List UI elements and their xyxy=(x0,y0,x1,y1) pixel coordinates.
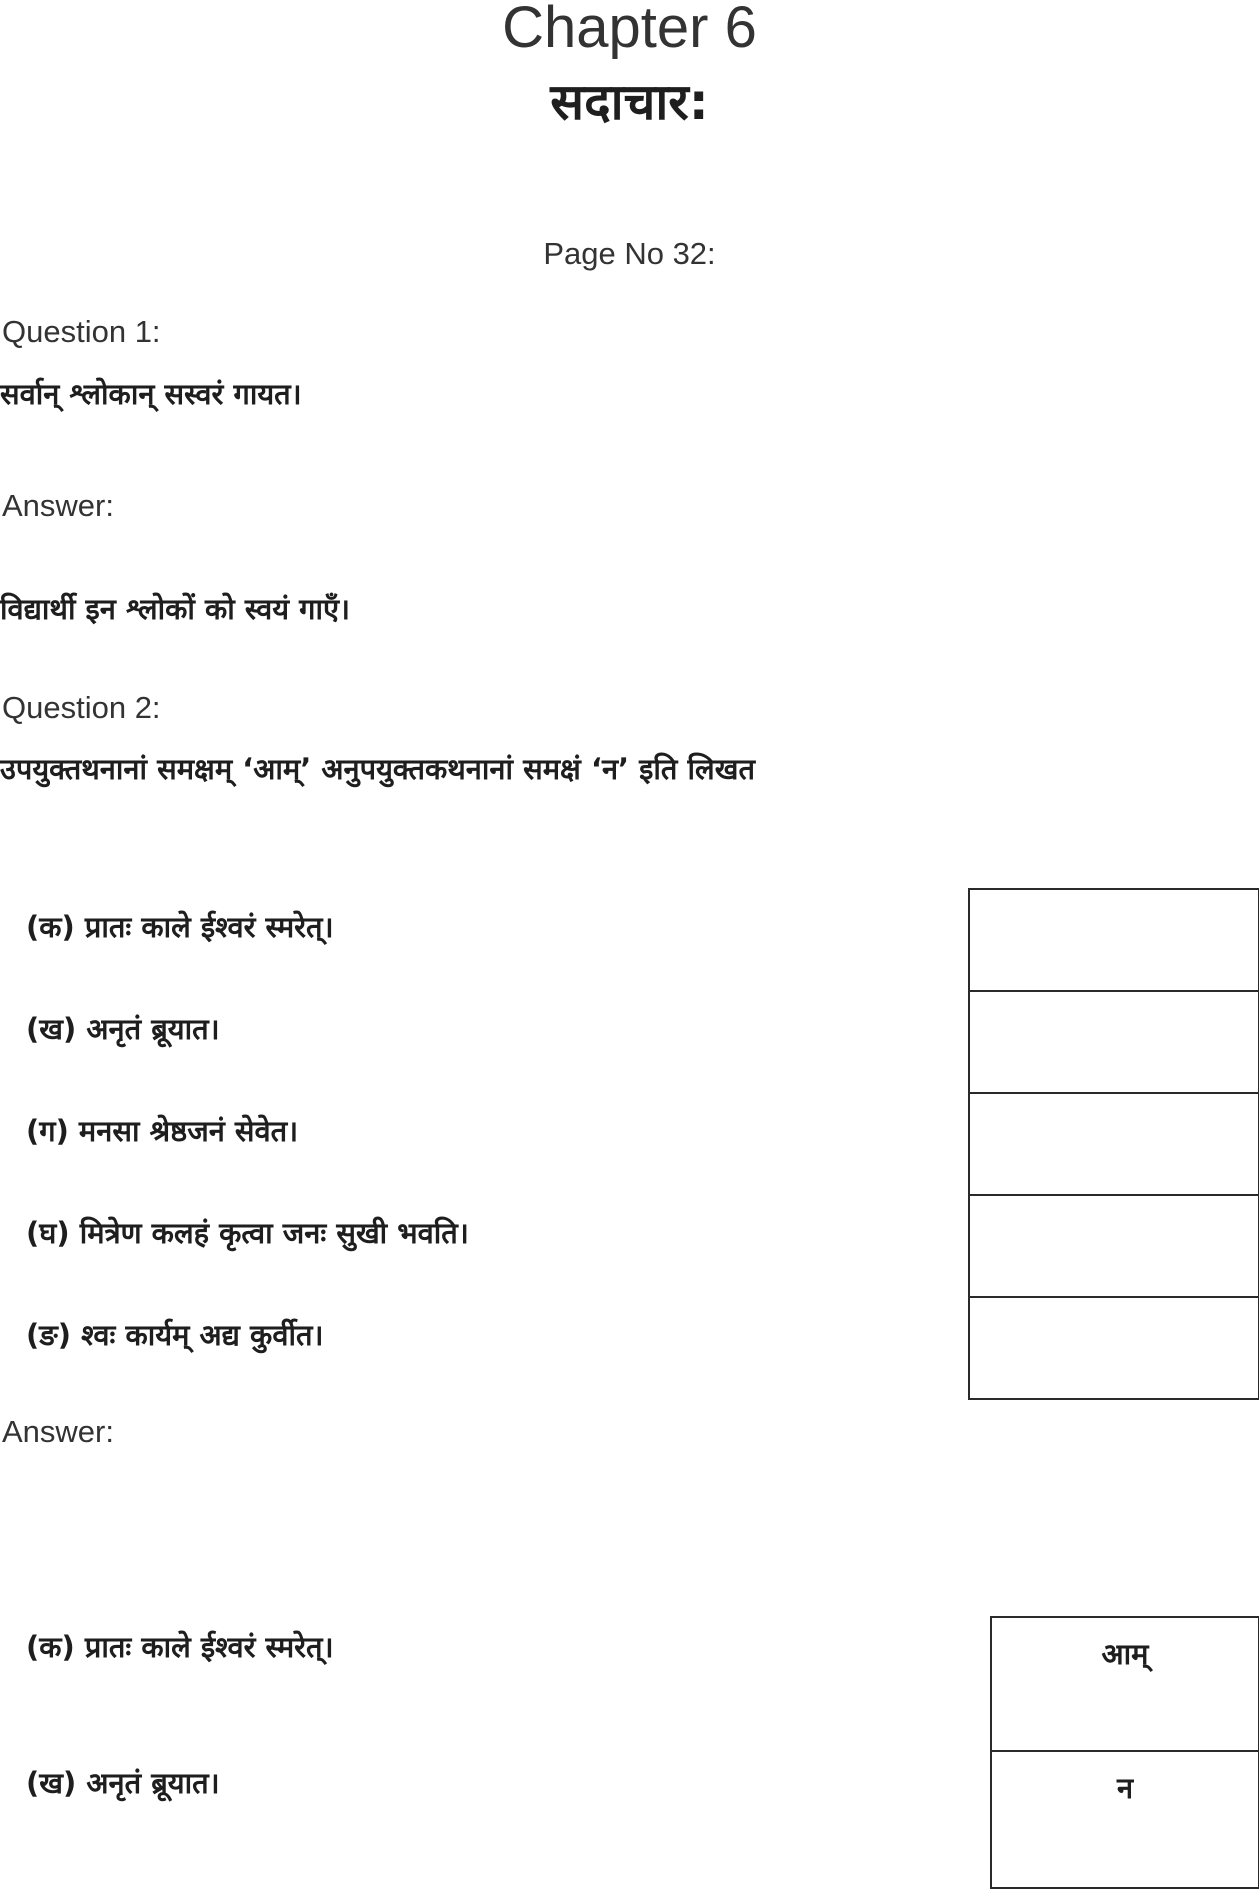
answer-1-text: विद्यार्थी इन श्लोकों को स्वयं गाएँ। xyxy=(0,592,351,626)
blank-answer-box-ka xyxy=(968,888,1259,992)
question-1-text: सर्वान् श्लोकान् सस्वरं गायत। xyxy=(0,377,302,411)
question-2-label: Question 2: xyxy=(2,690,161,725)
answer-option-kha: (ख) अनृतं ब्रूयात। xyxy=(26,1766,220,1800)
answer-cell-ka: आम् xyxy=(990,1616,1259,1752)
blank-answer-box-gha xyxy=(968,1194,1259,1298)
question-2-text: उपयुक्तथनानां समक्षम् ‘आम्’ अनुपयुक्तकथनानां समक्षं ‘न’ इति लिखत xyxy=(0,752,755,786)
answer-option-ka: (क) प्रातः काले ईश्वरं स्मरेत्। xyxy=(26,1630,334,1664)
option-ka: (क) प्रातः काले ईश्वरं स्मरेत्। xyxy=(26,910,334,944)
chapter-title: Chapter 6 xyxy=(502,0,757,60)
option-ga: (ग) मनसा श्रेष्ठजनं सेवेत। xyxy=(26,1114,299,1148)
blank-answer-box-kha xyxy=(968,990,1259,1094)
answer-cell-kha: न xyxy=(990,1750,1259,1889)
option-kha: (ख) अनृतं ब्रूयात। xyxy=(26,1012,220,1046)
page-number: Page No 32: xyxy=(543,236,716,271)
option-gha: (घ) मित्रेण कलहं कृत्वा जनः सुखी भवति। xyxy=(26,1216,469,1250)
question-1-label: Question 1: xyxy=(2,314,161,349)
answer-2-label: Answer: xyxy=(2,1414,114,1449)
chapter-subtitle: सदाचार: xyxy=(550,73,709,131)
answer-1-label: Answer: xyxy=(2,488,114,523)
option-nga: (ङ) श्वः कार्यम् अद्य कुर्वीत। xyxy=(26,1318,324,1352)
blank-answer-box-ga xyxy=(968,1092,1259,1196)
blank-answer-box-nga xyxy=(968,1296,1259,1400)
